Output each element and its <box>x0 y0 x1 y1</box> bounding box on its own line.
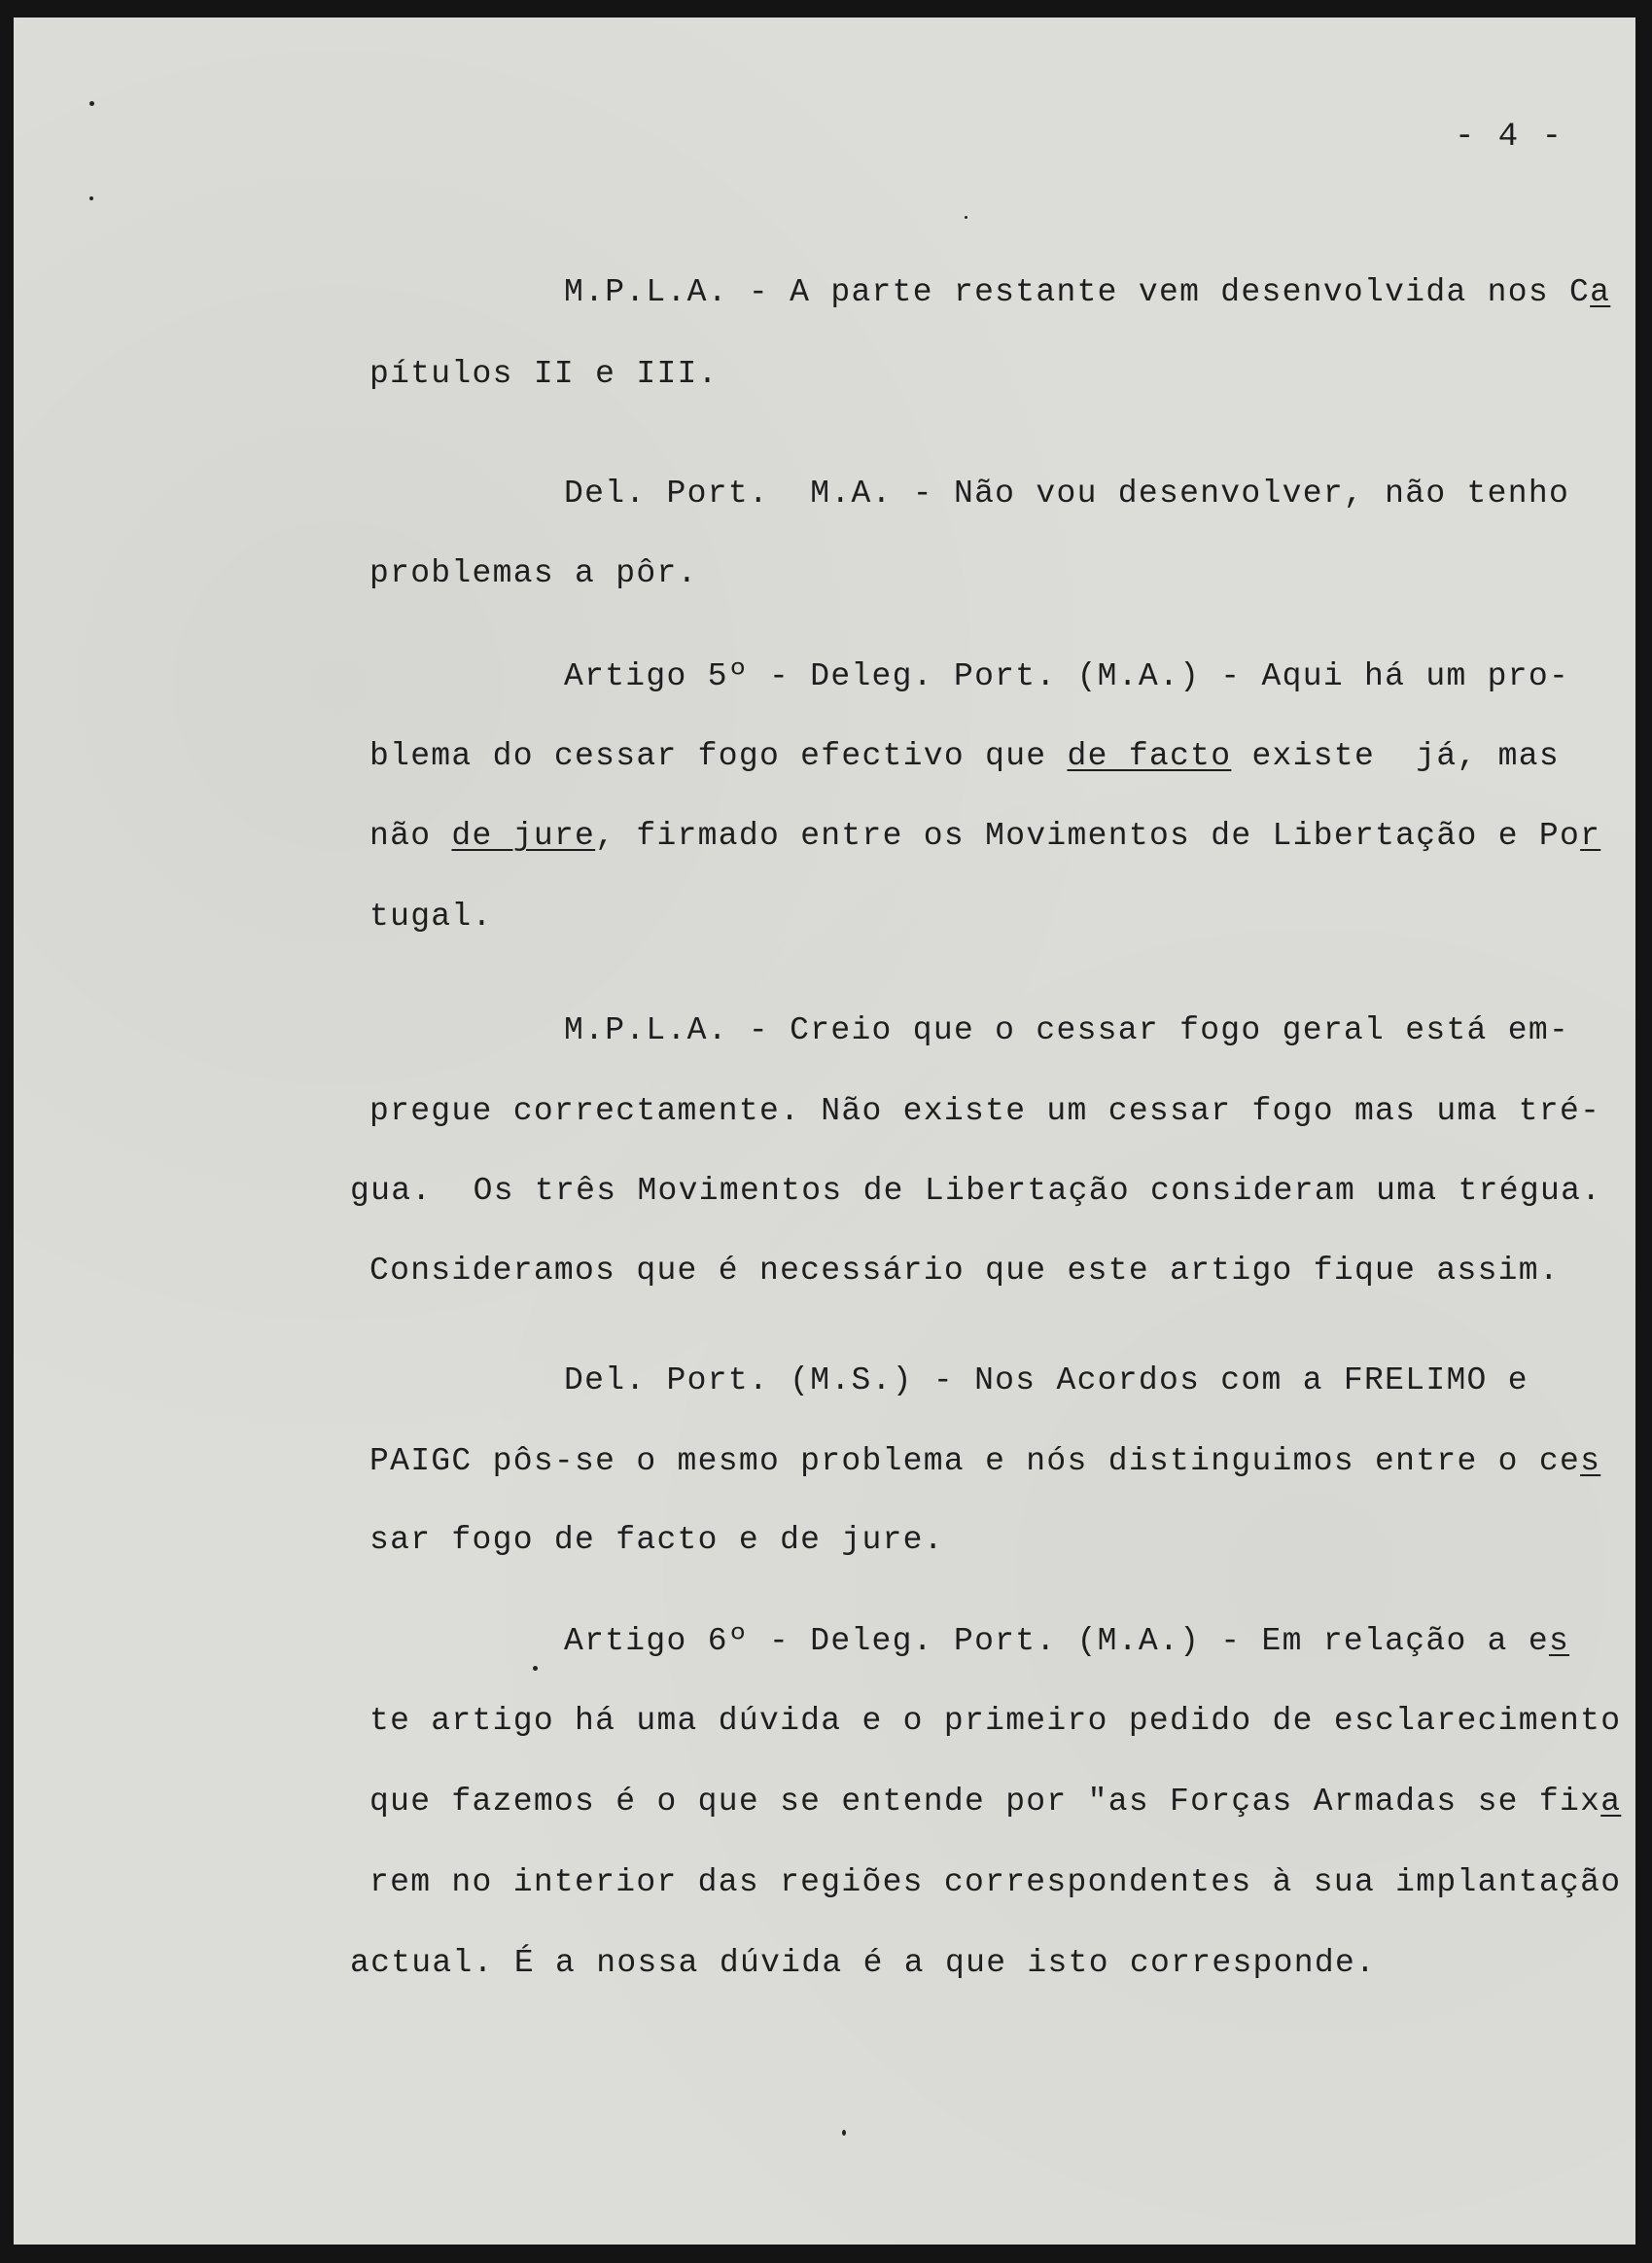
underlined-text: s <box>1548 1623 1570 1659</box>
text-segment: te artigo há uma dúvida e o primeiro pedido de esclarecimento <box>369 1703 1622 1739</box>
text-segment: Artigo 5º - Deleg. Port. (M.A.) - Aqui há um pro- <box>564 658 1570 694</box>
ink-speck <box>842 2130 846 2136</box>
underlined-text: a <box>1590 274 1611 310</box>
underlined-text: de facto <box>1067 738 1232 774</box>
text-line <box>369 1521 944 1560</box>
ink-speck <box>533 1666 538 1671</box>
text-segment: não <box>369 818 452 854</box>
text-segment: gua. Os três Movimentos de Libertação consideram uma trégua. <box>350 1173 1602 1209</box>
text-segment: actual. É a nossa dúvida é a que isto corresponde. <box>350 1945 1377 1981</box>
text-line <box>564 273 1610 312</box>
text-segment: rem no interior das regiões correspondentes à sua implantação <box>369 1864 1622 1900</box>
text-line <box>369 898 493 937</box>
underlined-text: de jure <box>451 818 596 854</box>
text-segment: Consideramos que é necessário que este artigo fique assim. <box>369 1253 1560 1289</box>
ink-speck <box>89 196 93 200</box>
text-line <box>369 1442 1600 1481</box>
document-page <box>14 18 1635 2245</box>
ink-speck <box>89 101 94 106</box>
text-segment: existe já, mas <box>1231 738 1560 774</box>
text-segment: pítulos II e III. <box>369 356 719 392</box>
text-segment: Del. Port. M.A. - Não vou desenvolver, não tenho <box>564 476 1570 512</box>
underlined-text: r <box>1580 818 1601 854</box>
text-line <box>350 1172 1601 1211</box>
text-segment: Artigo 6º - Deleg. Port. (M.A.) - Em relação a e <box>564 1623 1549 1659</box>
text-line <box>564 1011 1569 1050</box>
underlined-text: a <box>1600 1784 1622 1820</box>
text-line <box>564 475 1569 513</box>
text-segment: problemas a pôr. <box>369 555 698 591</box>
text-line <box>369 554 698 593</box>
page-number: - 4 - <box>1455 119 1564 156</box>
text-segment: tugal. <box>369 899 493 935</box>
text-line <box>369 355 719 394</box>
text-line <box>564 657 1569 696</box>
text-line <box>369 737 1560 776</box>
text-line <box>369 1783 1621 1821</box>
text-line <box>564 1361 1529 1400</box>
text-segment: M.P.L.A. - Creio que o cessar fogo geral está em- <box>564 1012 1570 1048</box>
text-segment: sar fogo de facto e de jure. <box>369 1522 944 1558</box>
text-segment: pregue correctamente. Não existe um cessar fogo mas uma tré- <box>369 1093 1601 1129</box>
text-segment: , firmado entre os Movimentos de Libertação e Po <box>595 818 1581 854</box>
ink-speck <box>965 216 967 219</box>
text-line <box>564 1622 1569 1661</box>
text-segment: M.P.L.A. - A parte restante vem desenvolvida nos C <box>564 274 1591 310</box>
text-segment: que fazemos é o que se entende por "as Forças Armadas se fix <box>369 1784 1601 1820</box>
text-segment: Del. Port. (M.S.) - Nos Acordos com a FRELIMO e <box>564 1362 1529 1398</box>
text-line <box>369 817 1600 856</box>
text-line <box>350 1944 1376 1983</box>
text-segment: blema do cessar fogo efectivo que <box>369 738 1068 774</box>
text-line <box>369 1092 1600 1131</box>
text-line <box>369 1252 1560 1291</box>
text-line <box>369 1702 1621 1741</box>
text-line <box>369 1863 1621 1902</box>
text-segment: PAIGC pôs-se o mesmo problema e nós distinguimos entre o ce <box>369 1443 1581 1479</box>
underlined-text: s <box>1580 1443 1601 1479</box>
